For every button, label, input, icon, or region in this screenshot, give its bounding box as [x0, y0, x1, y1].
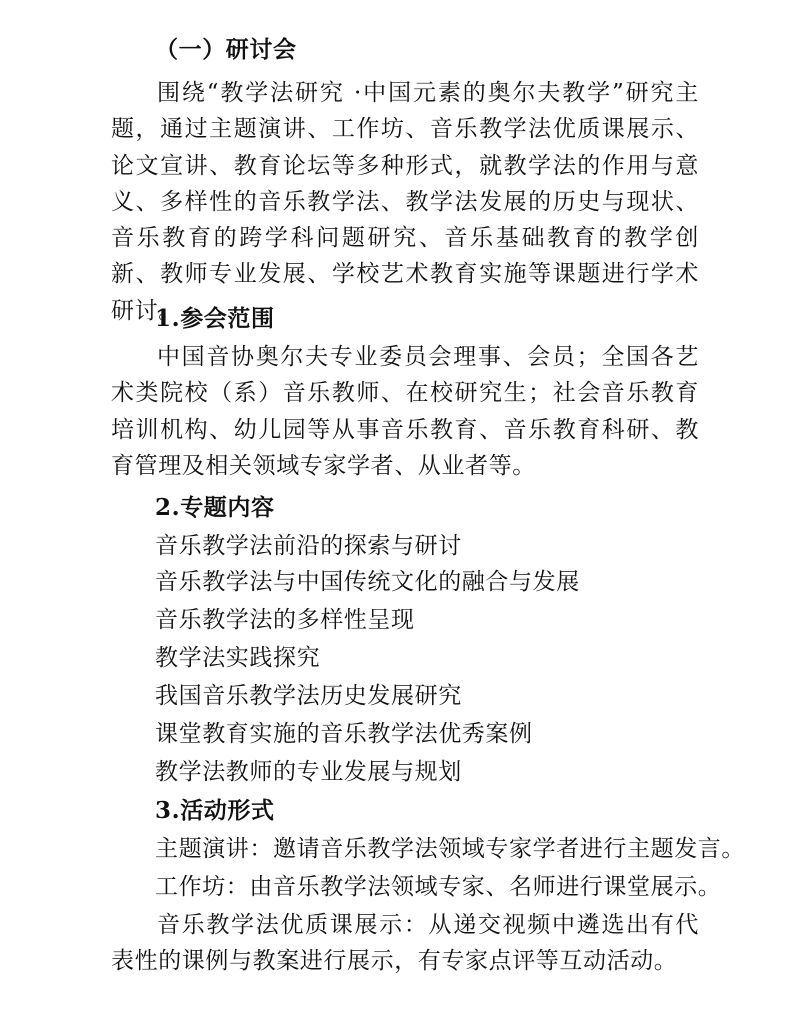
activity-showcase: 音乐教学法优质课展示：从递交视频中遴选出有代表性的课例与教案进行展示，有专家点评等互动活动。 — [111, 912, 699, 975]
scope-paragraph: 中国音协奥尔夫专业委员会理事、会员；全国各艺术类院校（系）音乐教师、在校研究生；社会音乐教育培训机构、幼儿园等从事音乐教育、音乐教育科研、教育管理及相关领域专家学者、从业者等。 — [111, 344, 699, 479]
activity-keynote: 主题演讲：邀请音乐教学法领域专家学者进行主题发言。 — [155, 836, 745, 862]
section-heading: （一）研讨会 — [155, 36, 297, 63]
activity-workshop: 工作坊：由音乐教学法领域专家、名师进行课堂展示。 — [155, 874, 722, 900]
topic-item: 音乐教学法与中国传统文化的融合与发展 — [155, 569, 580, 595]
topic-item: 教学法教师的专业发展与规划 — [155, 759, 462, 785]
topic-item: 我国音乐教学法历史发展研究 — [155, 683, 462, 709]
activities-heading: 3.活动形式 — [155, 797, 275, 824]
topic-item: 音乐教学法的多样性呈现 — [155, 607, 415, 633]
topic-item: 课堂教育实施的音乐教学法优秀案例 — [155, 721, 533, 747]
scope-heading: 1.参会范围 — [155, 305, 275, 332]
topics-heading: 2.专题内容 — [155, 494, 275, 521]
intro-paragraph: 围绕“教学法研究 ·中国元素的奥尔夫教学”研究主题，通过主题演讲、工作坊、音乐教学法优质课展示、论文宣讲、教育论坛等多种形式，就教学法的作用与意义、多样性的音乐教学法、教学法发展的历史与现状、音乐教育的跨学科问题研究、音乐基础教育的教学创新、教师专业发展、学校艺术教育实施等课题进行学术研讨。 — [111, 80, 699, 324]
topic-item: 教学法实践探究 — [155, 645, 321, 671]
topic-item: 音乐教学法前沿的探索与研讨 — [155, 533, 462, 559]
